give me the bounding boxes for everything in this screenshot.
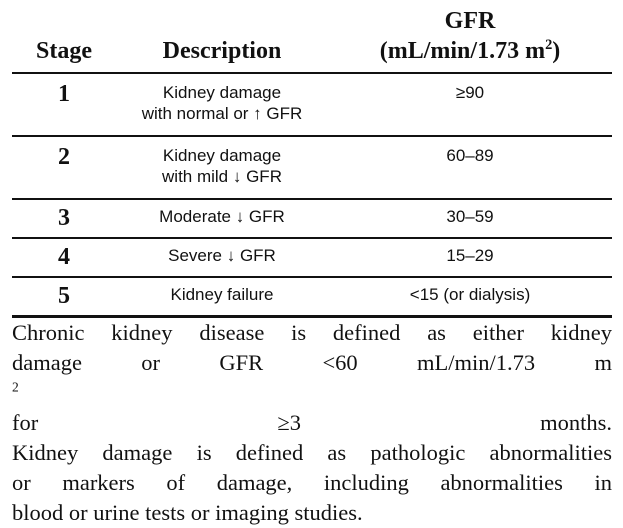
stage-description-line: Severe ↓ GFR — [168, 246, 276, 265]
header-gfr-unit: (mL/min/1.73 m — [379, 38, 546, 64]
stage-gfr: 60–89 — [328, 136, 612, 199]
stage-number: 4 — [12, 238, 116, 277]
table-row — [12, 277, 612, 317]
header-gfr-unit-close: ) — [552, 38, 561, 64]
table-row — [12, 238, 612, 277]
stage-gfr: ≥90 — [328, 73, 612, 136]
stage-description-line: Kidney failure — [170, 285, 274, 304]
footnote-line: Kidney damage is defined as pathologic abnormalities — [12, 440, 612, 465]
header-description: Description — [116, 6, 328, 73]
stage-gfr: <15 (or dialysis) — [328, 277, 612, 317]
stage-number: 2 — [12, 136, 116, 199]
stage-description-line: Kidney damage — [162, 146, 282, 165]
footnote-line: Chronic kidney disease is defined as either kidney — [12, 320, 612, 345]
footnote-text: for ≥3 months. — [12, 410, 612, 435]
stage-number: 5 — [12, 277, 116, 317]
stage-description — [116, 136, 328, 199]
stage-number: 3 — [12, 199, 116, 238]
stage-gfr: 15–29 — [328, 238, 612, 277]
header-gfr-line1: GFR — [444, 8, 496, 34]
footnote-line — [12, 348, 612, 438]
footnote-text: damage or GFR <60 mL/min/1.73 m — [12, 350, 612, 375]
ckd-stages-table — [12, 6, 612, 318]
table-header-row — [12, 6, 612, 73]
table-footnote — [12, 318, 612, 528]
stage-description-line: with normal or ↑ GFR — [141, 104, 303, 123]
stage-gfr: 30–59 — [328, 199, 612, 238]
footnote-exponent: 2 — [12, 379, 19, 395]
stage-description-line: Moderate ↓ GFR — [159, 207, 285, 226]
table-row — [12, 73, 612, 136]
stage-description — [116, 277, 328, 317]
header-stage: Stage — [12, 6, 116, 73]
footnote-line: or markers of damage, including abnormalities in — [12, 470, 612, 495]
stage-description-line: Kidney damage — [162, 83, 282, 102]
table-row — [12, 199, 612, 238]
stage-description — [116, 199, 328, 238]
table-row — [12, 136, 612, 199]
header-gfr-unit-exponent: 2 — [545, 37, 553, 53]
stage-number: 1 — [12, 73, 116, 136]
stage-description — [116, 238, 328, 277]
stage-description — [116, 73, 328, 136]
footnote-line: blood or urine tests or imaging studies. — [12, 500, 363, 525]
header-gfr — [328, 6, 612, 73]
header-gfr-line2 — [328, 36, 612, 66]
stage-description-line: with mild ↓ GFR — [162, 167, 282, 186]
